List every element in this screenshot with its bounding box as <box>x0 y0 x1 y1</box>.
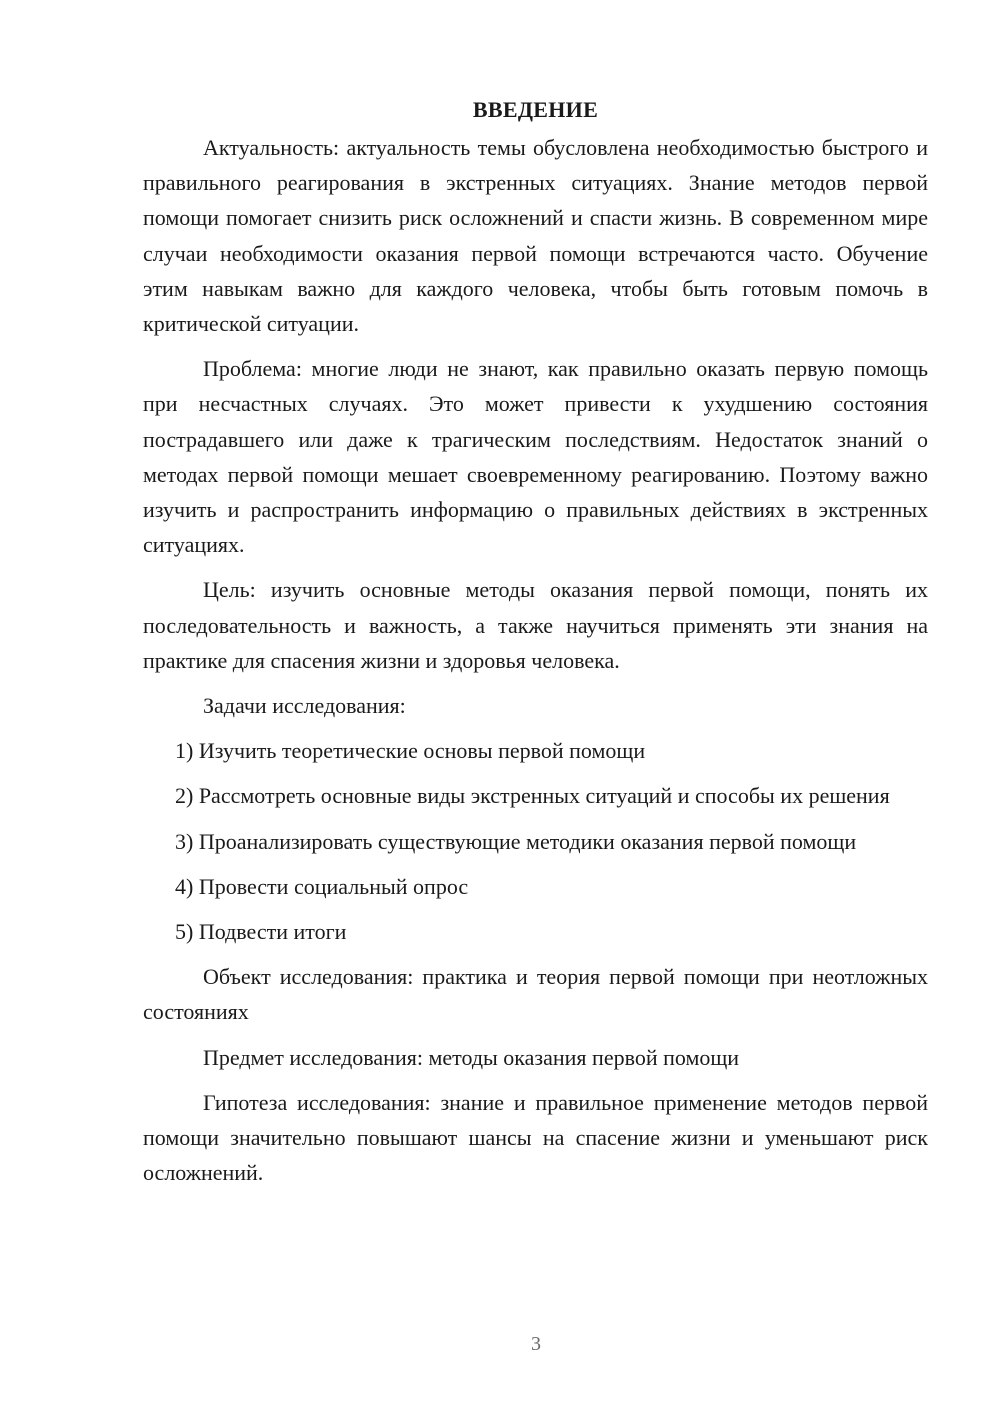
page-number: 3 <box>531 1333 541 1355</box>
paragraph-object: Объект исследования: практика и теория первой помощи при неотложных состояниях <box>143 964 928 1025</box>
paragraph-problem: Проблема: многие люди не знают, как правильно оказать первую помощь при несчастных случаях. Это может привести к ухудшению состояния пострадавшего или даже к трагическим последствиям. Недостаток знаний о методах первой помощи мешает своевременному реагированию. Поэтому важно изучить и распространить информацию о правильных действиях в экстренных ситуациях. <box>143 356 928 558</box>
list-item-task-1: 1) Изучить теоретические основы первой помощи <box>175 738 646 764</box>
document-page <box>143 92 928 1200</box>
tasks-heading: Задачи исследования: <box>203 693 406 719</box>
paragraph-hypothesis: Гипотеза исследования: знание и правильное применение методов первой помощи значительно повышают шансы на спасение жизни и уменьшают риск осложнений. <box>143 1089 928 1186</box>
page-title: ВВЕДЕНИЕ <box>472 97 599 122</box>
paragraph-relevance: Актуальность: актуальность темы обусловлена необходимостью быстрого и правильного реагирования в экстренных ситуациях. Знание методов первой помощи помогает снизить риск осложнений и спасти жизнь. В современном мире случаи необходимости оказания первой помощи встречаются часто. Обучение этим навыкам важно для каждого человека, чтобы быть готовым помочь в критической ситуации. <box>143 135 928 337</box>
list-item-task-5: 5) Подвести итоги <box>175 919 347 945</box>
list-item-task-2: 2) Рассмотреть основные виды экстренных ситуаций и способы их решения <box>175 783 890 809</box>
paragraph-goal: Цель: изучить основные методы оказания первой помощи, понять их последовательность и важность, а также научиться применять эти знания на практике для спасения жизни и здоровья человека. <box>143 577 928 673</box>
paragraph-subject: Предмет исследования: методы оказания первой помощи <box>203 1044 740 1070</box>
list-item-task-4: 4) Провести социальный опрос <box>175 873 469 899</box>
list-item-task-3: 3) Проанализировать существующие методики оказания первой помощи <box>175 828 857 854</box>
